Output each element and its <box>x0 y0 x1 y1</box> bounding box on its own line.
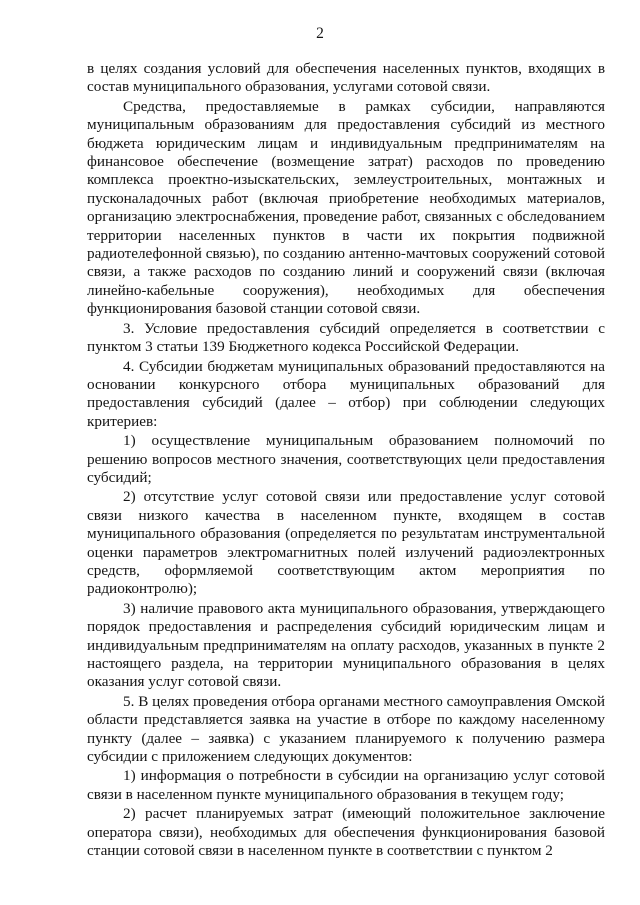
document-1: 1) информация о потребности в субсидии на организацию услуг сотовой связи в населенном пункте муниципального образования в текущем году; <box>87 767 605 803</box>
paragraph-item-5: 5. В целях проведения отбора органами местного самоуправления Омской области представляется заявка на участие в отборе по каждому населенному пункту (далее – заявка) с указанием планируемого к получению размера субсидии с приложением следующих документов: <box>87 692 605 766</box>
paragraph-item-4: 4. Субсидии бюджетам муниципальных образований предоставляются на основании конкурсного отбора муниципальных образований для предоставления субсидий (далее – отбор) при соблюдении следующих критериев: <box>87 357 605 430</box>
paragraph-subsidy-funds: Средства, предоставляемые в рамках субсидии, направляются муниципальным образованиям для предоставления субсидий из местного бюджета юридическим лицам и индивидуальным предпринимателям на финансовое обеспечение (возмещение затрат) расходов по проведению комплекса проектно-изыскательских, землеустроительных, монтажных и пусконаладочных работ (включая приобретение необходимых материалов, организацию электроснабжения, проведение работ, связанных с обследованием территории населенных пунктов в части их покрытия подвижной радиотелефонной связью), по созданию антенно-мачтовых сооружений сотовой связи, а также расходов по созданию линий и сооружений связи (включая линейно-кабельные сооружения), необходимых для обеспечения функционирования базовой станции сотовой связи. <box>87 97 605 318</box>
criterion-1: 1) осуществление муниципальным образованием полномочий по решению вопросов местного значения, соответствующих цели предоставления субсидий; <box>87 432 605 486</box>
document-body <box>87 60 605 860</box>
page-number: 2 <box>316 25 324 42</box>
criterion-3: 3) наличие правового акта муниципального образования, утверждающего порядок предоставления и распределения субсидий юридическим лицам и индивидуальным предпринимателям на оплату расходов, указанных в пункте 2 настоящего раздела, на территории муниципального образования в целях оказания услуг сотовой связи. <box>87 599 605 691</box>
document-2: 2) расчет планируемых затрат (имеющий положительное заключение оператора связи), необходимых для обеспечения функционирования базовой станции сотовой связи в населенном пункте в соответствии с пунктом 2 <box>87 805 605 860</box>
paragraph-item-3: 3. Условие предоставления субсидий определяется в соответствии с пунктом 3 статьи 139 Бюджетного кодекса Российской Федерации. <box>87 319 605 356</box>
criterion-2: 2) отсутствие услуг сотовой связи или предоставление услуг сотовой связи низкого качества в населенном пункте, входящем в состав муниципального образования (определяется по результатам инструментальной оценки параметров электромагнитных полей излучений радиоэлектронных средств, оформляемой соответствующим актом мероприятия по радиоконтролю); <box>87 488 605 598</box>
paragraph-continuation: в целях создания условий для обеспечения населенных пунктов, входящих в состав муниципального образования, услугами сотовой связи. <box>87 60 605 96</box>
